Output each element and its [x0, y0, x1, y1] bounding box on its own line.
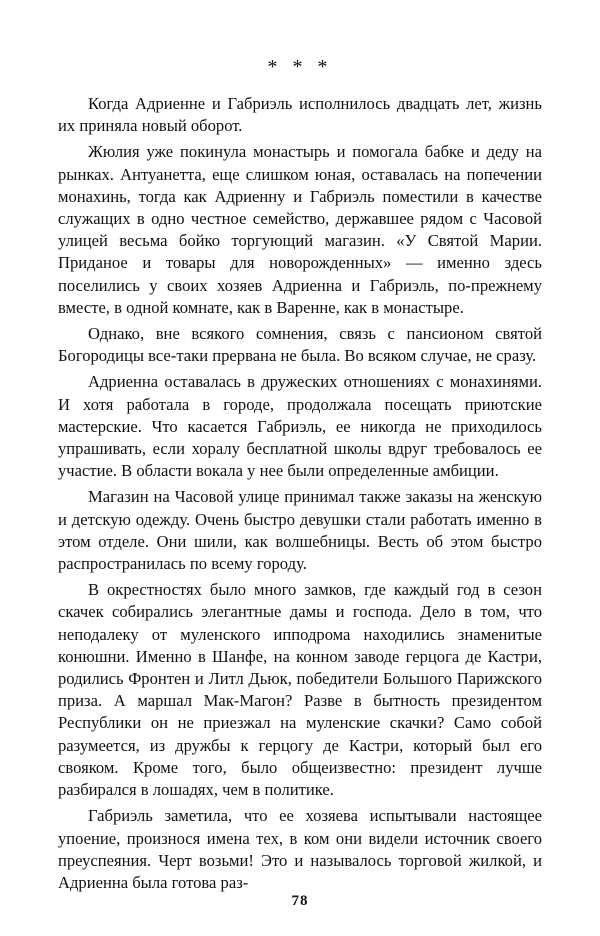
paragraph-4: Адриенна оставалась в дружеских отношениях с монахинями. И хотя работала в городе, продолжала посещать приютские мастерские. Что касается Габриэль, ее никогда не приходилось упрашивать, если хоралу бесплатной школы вдруг требовалось ее участие. В области вокала у нее были определенные амбиции. [58, 372, 542, 481]
paragraph-1: Когда Адриенне и Габриэль исполнилось двадцать лет, жизнь их приняла новый оборот. [58, 94, 542, 136]
book-page-text [58, 55, 542, 898]
paragraph-7: Габриэль заметила, что ее хозяева испытывали настоящее упоение, произнося имена тех, в ком они видели источник своего преуспеяния. Черт возьми! Это и называлось торговой жилкой, и Адриенна была готова раз- [58, 806, 542, 892]
section-separator: * * * [267, 56, 333, 78]
page-number: 78 [291, 893, 309, 909]
paragraph-6: В окрестностях было много замков, где каждый год в сезон скачек собирались элегантные дамы и господа. Дело в том, что неподалеку от муленского ипподрома находились знаменитые конюшни. Именно в Шанфе, на конном заводе герцога де Кастри, родились Фронтен и Литл Дьюк, победители Большого Парижского приза. А маршал Мак-Магон? Разве в бытность президентом Республики он не приезжал на муленские скачки? Само собой разумеется, из дружбы к герцогу де Кастри, который был его свояком. Кроме того, было общеизвестно: президент лучше разбирался в лошадях, чем в политике. [58, 580, 542, 800]
paragraph-5: Магазин на Часовой улице принимал также заказы на женскую и детскую одежду. Очень быстро девушки стали работать именно в этом отделе. Они шили, как волшебницы. Весть об этом быстро распространилась по всему городу. [58, 487, 542, 574]
paragraph-3: Однако, вне всякого сомнения, связь с пансионом святой Богородицы все-таки прервана не была. Во всяком случае, не сразу. [58, 324, 542, 366]
paragraph-2: Жюлия уже покинула монастырь и помогала бабке и деду на рынках. Антуанетта, еще слишком юная, оставалась на попечении монахинь, тогда как Адриенну и Габриэль поместили в качестве служащих в одно честное семейство, державшее рядом с Часовой улицей весьма бойко торгующий магазин. «У Святой Марии. Приданое и товары для новорожденных» — именно здесь поселились у своих хозяев Адриенна и Габриэль, по-прежнему вместе, в одной комнате, как в Варенне, как в монастыре. [58, 142, 542, 317]
